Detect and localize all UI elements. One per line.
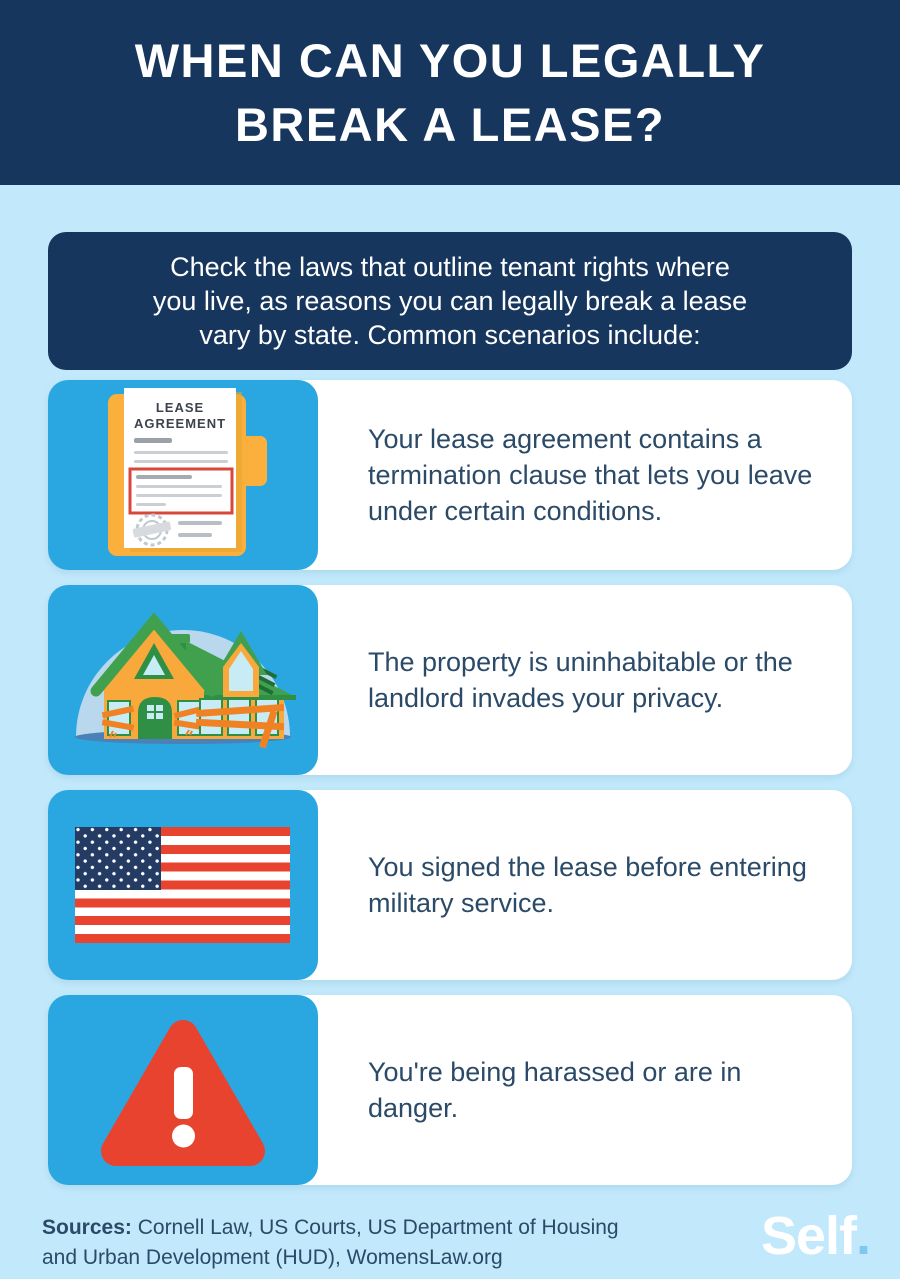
intro-line-2: you live, as reasons you can legally break a lease	[152, 286, 748, 316]
lease-icon-title-line-2: AGREEMENT	[133, 416, 227, 431]
lease-agreement-illustration	[48, 380, 318, 570]
card-text: You're being harassed or are in danger.	[368, 1057, 742, 1123]
sources-list: Cornell Law, US Courts, US Department of Housing and Urban Development (HUD), WomensLaw.org	[42, 1216, 619, 1269]
card-text: Your lease agreement contains a termination clause that lets you leave under certain conditions.	[368, 424, 813, 526]
card-harassment-danger	[48, 995, 852, 1185]
warning-icon	[48, 995, 318, 1185]
self-logo-text: Self	[760, 1206, 856, 1266]
card-termination-clause	[48, 380, 852, 570]
page-title-line-1: WHEN CAN YOU LEGALLY	[134, 34, 766, 88]
card-text: You signed the lease before entering military service.	[368, 852, 807, 918]
intro-line-1: Check the laws that outline tenant rights where	[170, 252, 730, 282]
us-flag-stripes	[75, 827, 290, 943]
sources-label: Sources:	[42, 1216, 132, 1239]
page-title-line-2: BREAK A LEASE?	[234, 97, 666, 151]
us-flag-icon	[48, 790, 318, 980]
self-logo-dot: .	[855, 1206, 870, 1266]
page-title	[135, 29, 766, 156]
footer	[0, 1185, 900, 1273]
lease-icon-title-line-1: LEASE	[155, 400, 205, 415]
lease-agreement-icon	[48, 380, 318, 570]
card-military-service	[48, 790, 852, 980]
sources-text	[42, 1213, 627, 1273]
self-logo	[760, 1206, 870, 1266]
content	[0, 232, 900, 1185]
header	[0, 0, 900, 185]
intro-box	[48, 232, 852, 370]
house-illustration	[48, 585, 318, 775]
card-uninhabitable-property	[48, 585, 852, 775]
intro-line-3: vary by state. Common scenarios include:	[199, 320, 701, 350]
us-flag-canton	[75, 827, 161, 890]
uninhabitable-house-icon	[48, 585, 318, 775]
warning-triangle	[48, 995, 318, 1185]
card-text: The property is uninhabitable or the landlord invades your privacy.	[368, 647, 793, 713]
